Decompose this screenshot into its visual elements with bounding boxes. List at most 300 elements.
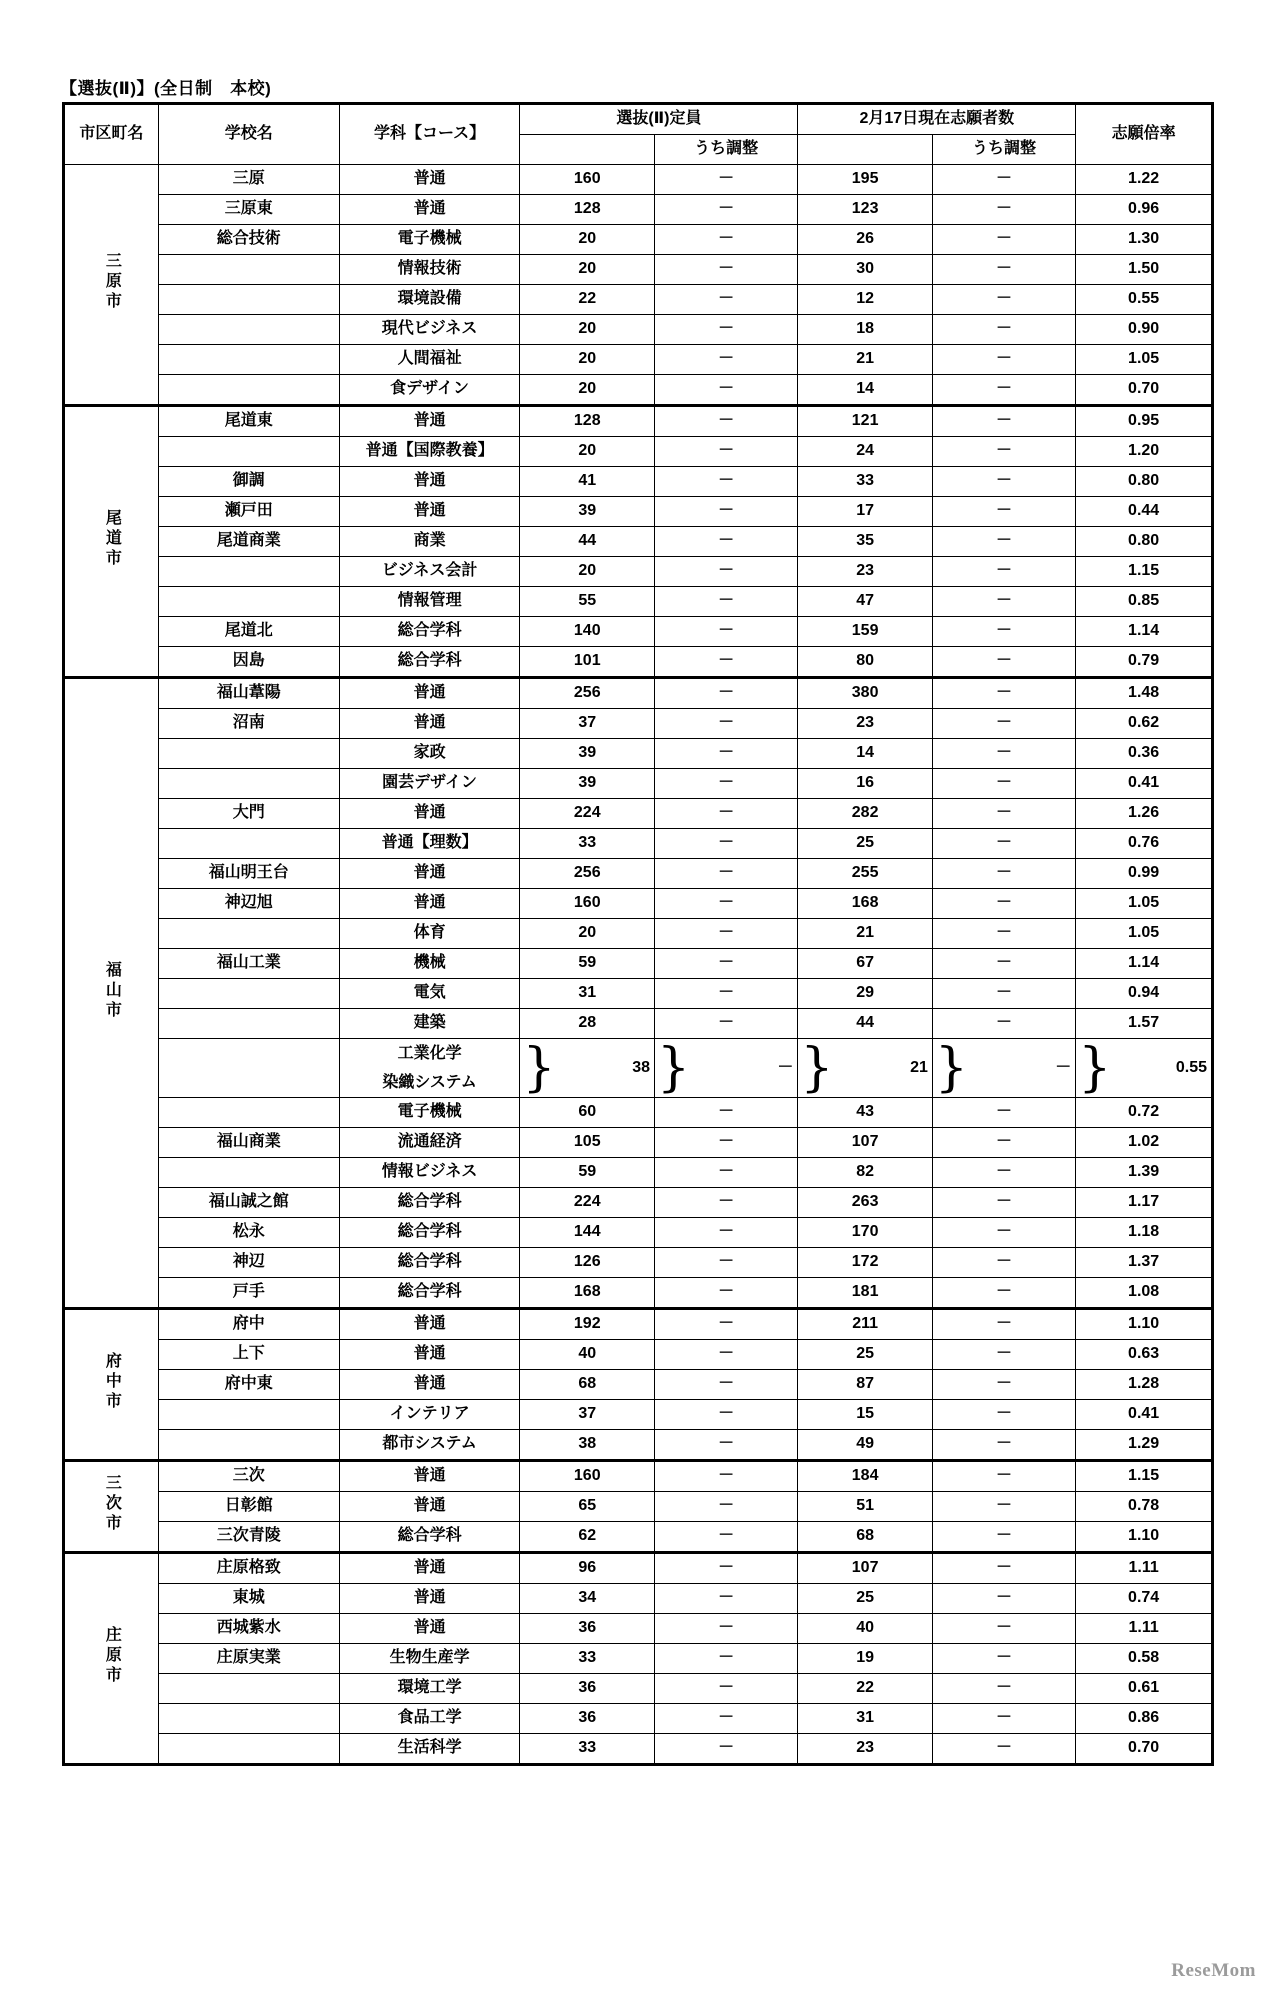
- course-cell: 食デザイン: [339, 375, 520, 406]
- city-label: 三原市: [103, 252, 121, 313]
- applicants-adjust-cell: －: [932, 859, 1075, 889]
- capacity-cell: 55: [520, 587, 655, 617]
- school-name-cell: 尾道商業: [158, 527, 339, 557]
- applicants-cell: 380: [798, 678, 933, 709]
- applicants-cell: 14: [798, 739, 933, 769]
- applicants-cell: 263: [798, 1188, 933, 1218]
- capacity-cell: 41: [520, 467, 655, 497]
- table-row: [64, 769, 1213, 799]
- capacity-adjust-cell: －: [655, 497, 798, 527]
- applicants-cell: 16: [798, 769, 933, 799]
- applicants-adjust-cell: －: [932, 889, 1075, 919]
- applicants-cell: 168: [798, 889, 933, 919]
- capacity-adjust-cell: －: [655, 859, 798, 889]
- capacity-cell: 59: [520, 949, 655, 979]
- school-name-cell: 東城: [158, 1584, 339, 1614]
- ratio-cell: 1.05: [1076, 889, 1213, 919]
- capacity-cell: 65: [520, 1492, 655, 1522]
- course-cell: 総合学科: [339, 647, 520, 678]
- applicants-cell: 30: [798, 255, 933, 285]
- table-row: [64, 1553, 1213, 1584]
- applicants-cell: 47: [798, 587, 933, 617]
- course-cell: 普通: [339, 467, 520, 497]
- applicants-cell: 15: [798, 1400, 933, 1430]
- capacity-adjust-cell: －: [655, 225, 798, 255]
- applicants-adjust-cell: －: [932, 375, 1075, 406]
- ratio-cell: 0.62: [1076, 709, 1213, 739]
- course-cell: 園芸デザイン: [339, 769, 520, 799]
- capacity-adjust-cell: －: [655, 255, 798, 285]
- capacity-cell: 31: [520, 979, 655, 1009]
- applicants-cell: 282: [798, 799, 933, 829]
- table-row: [64, 255, 1213, 285]
- applicants-adjust-cell: } －: [932, 1039, 1075, 1098]
- course-cell: 普通: [339, 1614, 520, 1644]
- table-row: [64, 1248, 1213, 1278]
- ratio-cell: 1.20: [1076, 437, 1213, 467]
- capacity-adjust-cell: －: [655, 1278, 798, 1309]
- school-name-cell: 三次: [158, 1461, 339, 1492]
- capacity-cell: 34: [520, 1584, 655, 1614]
- course-cell: 体育: [339, 919, 520, 949]
- table-row: [64, 1098, 1213, 1128]
- school-name-cell: 西城紫水: [158, 1614, 339, 1644]
- applicants-cell: 184: [798, 1461, 933, 1492]
- capacity-adjust-cell: －: [655, 979, 798, 1009]
- ratio-cell: 1.15: [1076, 557, 1213, 587]
- capacity-cell: 36: [520, 1674, 655, 1704]
- school-name-cell: [158, 315, 339, 345]
- capacity-cell: 59: [520, 1158, 655, 1188]
- applicants-adjust-cell: －: [932, 587, 1075, 617]
- table-row: [64, 889, 1213, 919]
- capacity-adjust-cell: －: [655, 647, 798, 678]
- capacity-adjust-cell: －: [655, 1188, 798, 1218]
- ratio-cell: 0.63: [1076, 1340, 1213, 1370]
- applicants-adjust-cell: －: [932, 799, 1075, 829]
- table-row: [64, 345, 1213, 375]
- capacity-adjust-cell: －: [655, 1734, 798, 1765]
- ratio-cell: 1.39: [1076, 1158, 1213, 1188]
- capacity-adjust-cell: －: [655, 1340, 798, 1370]
- course-cell: 普通: [339, 1340, 520, 1370]
- brace-icon: }: [1078, 1038, 1112, 1098]
- table-row: [64, 165, 1213, 195]
- capacity-adjust-cell: －: [655, 1614, 798, 1644]
- capacity-adjust-cell: －: [655, 1461, 798, 1492]
- school-name-cell: 福山明王台: [158, 859, 339, 889]
- applicants-cell: 22: [798, 1674, 933, 1704]
- city-cell: [64, 406, 159, 678]
- school-name-cell: [158, 1674, 339, 1704]
- capacity-cell: 39: [520, 769, 655, 799]
- ratio-cell: 1.17: [1076, 1188, 1213, 1218]
- course-cell: 現代ビジネス: [339, 315, 520, 345]
- city-cell: [64, 1309, 159, 1461]
- course-cell: 普通: [339, 406, 520, 437]
- school-name-cell: [158, 1704, 339, 1734]
- city-label: 府中市: [103, 1352, 121, 1413]
- course-cell: 普通: [339, 195, 520, 225]
- city-label: 尾道市: [103, 509, 121, 570]
- capacity-cell: 60: [520, 1098, 655, 1128]
- capacity-cell: 36: [520, 1704, 655, 1734]
- table-row: [64, 799, 1213, 829]
- table-row: [64, 557, 1213, 587]
- applicants-cell: 181: [798, 1278, 933, 1309]
- course-cell: 機械: [339, 949, 520, 979]
- capacity-cell: 62: [520, 1522, 655, 1553]
- capacity-cell: 160: [520, 1461, 655, 1492]
- course-cell: 普通: [339, 1492, 520, 1522]
- ratio-cell: 1.02: [1076, 1128, 1213, 1158]
- school-name-cell: 松永: [158, 1218, 339, 1248]
- applicants-cell: 49: [798, 1430, 933, 1461]
- course-cell: 流通経済: [339, 1128, 520, 1158]
- applicants-cell: 26: [798, 225, 933, 255]
- table-row: [64, 1522, 1213, 1553]
- applicants-adjust-cell: －: [932, 285, 1075, 315]
- course-cell: 普通: [339, 165, 520, 195]
- course-cell: 普通: [339, 1309, 520, 1340]
- applicants-adjust-cell: －: [932, 1553, 1075, 1584]
- capacity-cell: 160: [520, 165, 655, 195]
- applicants-adjust-cell: －: [932, 1584, 1075, 1614]
- course-cell: インテリア: [339, 1400, 520, 1430]
- table-row: [64, 467, 1213, 497]
- applicants-adjust-cell: －: [932, 1128, 1075, 1158]
- capacity-adjust-cell: －: [655, 165, 798, 195]
- school-name-cell: 尾道東: [158, 406, 339, 437]
- applicants-adjust-cell: －: [932, 1492, 1075, 1522]
- ratio-cell: 1.26: [1076, 799, 1213, 829]
- applicants-cell: 21: [798, 919, 933, 949]
- capacity-adjust-cell: －: [655, 406, 798, 437]
- ratio-cell: 1.22: [1076, 165, 1213, 195]
- capacity-cell: 20: [520, 437, 655, 467]
- capacity-adjust-cell: －: [655, 587, 798, 617]
- ratio-cell: 0.80: [1076, 527, 1213, 557]
- applicants-cell: 172: [798, 1248, 933, 1278]
- table-row: [64, 1158, 1213, 1188]
- applicants-cell: 35: [798, 527, 933, 557]
- course-cell: 普通: [339, 859, 520, 889]
- applicants-cell: 170: [798, 1218, 933, 1248]
- course-cell: 普通: [339, 497, 520, 527]
- capacity-cell: 96: [520, 1553, 655, 1584]
- table-row: [64, 1430, 1213, 1461]
- table-row: [64, 1370, 1213, 1400]
- ratio-cell: 1.48: [1076, 678, 1213, 709]
- applicants-cell: } 21: [798, 1039, 933, 1098]
- ratio-cell: 1.30: [1076, 225, 1213, 255]
- course-cell: 普通: [339, 1553, 520, 1584]
- school-name-cell: 因島: [158, 647, 339, 678]
- course-cell: 電子機械: [339, 1098, 520, 1128]
- applicants-cell: 19: [798, 1644, 933, 1674]
- school-name-cell: 戸手: [158, 1278, 339, 1309]
- ratio-cell: 0.86: [1076, 1704, 1213, 1734]
- school-name-cell: 福山商業: [158, 1128, 339, 1158]
- applicants-adjust-cell: －: [932, 678, 1075, 709]
- applicants-adjust-cell: －: [932, 829, 1075, 859]
- ratio-cell: 0.70: [1076, 1734, 1213, 1765]
- watermark: ReseMom: [1171, 1960, 1256, 1981]
- capacity-cell: 38: [520, 1430, 655, 1461]
- capacity-adjust-cell: －: [655, 1309, 798, 1340]
- school-name-cell: [158, 769, 339, 799]
- capacity-adjust-cell: －: [655, 709, 798, 739]
- applicants-adjust-cell: －: [932, 345, 1075, 375]
- school-name-cell: 三次青陵: [158, 1522, 339, 1553]
- city-cell: [64, 165, 159, 406]
- school-name-cell: 福山葦陽: [158, 678, 339, 709]
- capacity-cell: 20: [520, 919, 655, 949]
- capacity-cell: 20: [520, 225, 655, 255]
- applicants-adjust-cell: －: [932, 557, 1075, 587]
- school-name-cell: [158, 1098, 339, 1128]
- capacity-cell: 192: [520, 1309, 655, 1340]
- capacity-adjust-cell: －: [655, 1430, 798, 1461]
- capacity-cell: 39: [520, 497, 655, 527]
- ratio-cell: 1.57: [1076, 1009, 1213, 1039]
- applicants-adjust-cell: －: [932, 1430, 1075, 1461]
- capacity-adjust-cell: －: [655, 949, 798, 979]
- capacity-cell: 140: [520, 617, 655, 647]
- table-row: [64, 406, 1213, 437]
- table-row: [64, 1128, 1213, 1158]
- applicants-cell: 107: [798, 1553, 933, 1584]
- applicants-adjust-cell: －: [932, 527, 1075, 557]
- applicants-cell: 159: [798, 617, 933, 647]
- applicants-adjust-cell: －: [932, 769, 1075, 799]
- school-name-cell: [158, 587, 339, 617]
- table-row: [64, 1278, 1213, 1309]
- table-row: [64, 497, 1213, 527]
- course-cell: 電子機械: [339, 225, 520, 255]
- course-cell: 普通: [339, 678, 520, 709]
- school-name-cell: [158, 285, 339, 315]
- course-cell: 建築: [339, 1009, 520, 1039]
- capacity-cell: 128: [520, 195, 655, 225]
- applicants-adjust-cell: －: [932, 709, 1075, 739]
- header-school: 学校名: [158, 104, 339, 165]
- applicants-cell: 51: [798, 1492, 933, 1522]
- table-row: [64, 1461, 1213, 1492]
- ratio-cell: 1.05: [1076, 345, 1213, 375]
- school-name-cell: 神辺旭: [158, 889, 339, 919]
- capacity-adjust-cell: －: [655, 617, 798, 647]
- course-cell: 普通: [339, 889, 520, 919]
- ratio-cell: 1.50: [1076, 255, 1213, 285]
- course-cell: 人間福祉: [339, 345, 520, 375]
- table-row: [64, 617, 1213, 647]
- ratio-cell: 0.80: [1076, 467, 1213, 497]
- course-cell: 普通【国際教養】: [339, 437, 520, 467]
- capacity-adjust-cell: －: [655, 889, 798, 919]
- course-cell: 総合学科: [339, 617, 520, 647]
- applicants-cell: 24: [798, 437, 933, 467]
- course-names: [340, 1039, 520, 1097]
- capacity-adjust-cell: －: [655, 345, 798, 375]
- city-cell: [64, 1553, 159, 1765]
- capacity-adjust-cell: －: [655, 1400, 798, 1430]
- applicants-adjust-cell: －: [932, 225, 1075, 255]
- school-name-cell: 沼南: [158, 709, 339, 739]
- ratio-cell: 1.37: [1076, 1248, 1213, 1278]
- school-name-cell: [158, 1430, 339, 1461]
- school-name-cell: 庄原実業: [158, 1644, 339, 1674]
- school-name-cell: 三原: [158, 165, 339, 195]
- school-name-cell: [158, 1400, 339, 1430]
- school-name-cell: 福山工業: [158, 949, 339, 979]
- header-applicants-group: 2月17日現在志願者数: [798, 104, 1076, 135]
- city-cell: [64, 678, 159, 1309]
- school-name-cell: [158, 829, 339, 859]
- capacity-adjust-cell: －: [655, 1492, 798, 1522]
- capacity-cell: 40: [520, 1340, 655, 1370]
- capacity-adjust-cell: －: [655, 1158, 798, 1188]
- capacity-adjust-cell: －: [655, 1644, 798, 1674]
- ratio-cell: } 0.55: [1076, 1039, 1213, 1098]
- course-cell: 商業: [339, 527, 520, 557]
- header-capacity-spacer: [520, 135, 655, 165]
- capacity-adjust-cell: －: [655, 315, 798, 345]
- ratio-cell: 0.55: [1076, 285, 1213, 315]
- capacity-cell: 224: [520, 1188, 655, 1218]
- ratio-cell: 1.14: [1076, 949, 1213, 979]
- table-row: [64, 1039, 1213, 1098]
- capacity-cell: 22: [520, 285, 655, 315]
- capacity-cell: 68: [520, 1370, 655, 1400]
- applicants-adjust-cell: －: [932, 1340, 1075, 1370]
- school-name-cell: 三原東: [158, 195, 339, 225]
- course-cell: 環境設備: [339, 285, 520, 315]
- applicants-cell: 23: [798, 1734, 933, 1765]
- capacity-adjust-cell: －: [655, 1674, 798, 1704]
- ratio-cell: 0.96: [1076, 195, 1213, 225]
- ratio-cell: 1.18: [1076, 1218, 1213, 1248]
- applicants-cell: 25: [798, 829, 933, 859]
- capacity-adjust-cell: －: [655, 1248, 798, 1278]
- table-row: [64, 829, 1213, 859]
- capacity-cell: 20: [520, 315, 655, 345]
- ratio-cell: 0.99: [1076, 859, 1213, 889]
- applicants-cell: 43: [798, 1098, 933, 1128]
- applicants-adjust-cell: －: [932, 949, 1075, 979]
- table-row: [64, 1009, 1213, 1039]
- table-row: [64, 1400, 1213, 1430]
- applicants-adjust-cell: －: [932, 497, 1075, 527]
- applicants-cell: 31: [798, 1704, 933, 1734]
- capacity-adjust-cell: －: [655, 195, 798, 225]
- school-name-cell: [158, 739, 339, 769]
- applicants-cell: 33: [798, 467, 933, 497]
- table-row: [64, 375, 1213, 406]
- applicants-cell: 123: [798, 195, 933, 225]
- table-row: [64, 709, 1213, 739]
- ratio-cell: 1.15: [1076, 1461, 1213, 1492]
- applicants-adjust-cell: －: [932, 1704, 1075, 1734]
- capacity-cell: 144: [520, 1218, 655, 1248]
- header-applicants-spacer: [798, 135, 933, 165]
- capacity-cell: 126: [520, 1248, 655, 1278]
- capacity-adjust-cell: －: [655, 557, 798, 587]
- admissions-table: [62, 102, 1214, 1766]
- capacity-cell: 33: [520, 1644, 655, 1674]
- brace-icon: }: [934, 1038, 968, 1098]
- capacity-cell: 44: [520, 527, 655, 557]
- course-cell: ビジネス会計: [339, 557, 520, 587]
- applicants-cell: 23: [798, 709, 933, 739]
- ratio-cell: 1.10: [1076, 1309, 1213, 1340]
- ratio-cell: 0.70: [1076, 375, 1213, 406]
- applicants-cell: 12: [798, 285, 933, 315]
- brace-icon: }: [657, 1038, 691, 1098]
- ratio-cell: 1.11: [1076, 1553, 1213, 1584]
- applicants-cell: 44: [798, 1009, 933, 1039]
- capacity-cell: 20: [520, 255, 655, 285]
- table-row: [64, 979, 1213, 1009]
- ratio-cell: 0.41: [1076, 1400, 1213, 1430]
- school-name-cell: 府中東: [158, 1370, 339, 1400]
- applicants-adjust-cell: －: [932, 1461, 1075, 1492]
- table-row: [64, 285, 1213, 315]
- capacity-adjust-cell: －: [655, 1009, 798, 1039]
- school-name-cell: 瀬戸田: [158, 497, 339, 527]
- school-name-cell: 福山誠之館: [158, 1188, 339, 1218]
- table-row: [64, 1309, 1213, 1340]
- course-cell: 普通: [339, 799, 520, 829]
- course-cell-braced: [339, 1039, 520, 1098]
- city-label: 庄原市: [103, 1626, 121, 1687]
- school-name-cell: 日彰館: [158, 1492, 339, 1522]
- brace-icon: }: [800, 1038, 834, 1098]
- course-cell: 情報管理: [339, 587, 520, 617]
- brace-icon: }: [522, 1038, 556, 1098]
- course-cell: 総合学科: [339, 1248, 520, 1278]
- capacity-adjust-cell: －: [655, 527, 798, 557]
- ratio-cell: 0.74: [1076, 1584, 1213, 1614]
- applicants-adjust-cell: －: [932, 1248, 1075, 1278]
- table-row: [64, 437, 1213, 467]
- applicants-cell: 80: [798, 647, 933, 678]
- applicants-cell: 195: [798, 165, 933, 195]
- capacity-adjust-cell: －: [655, 285, 798, 315]
- table-row: [64, 859, 1213, 889]
- course-name-a: 工業化学: [397, 1045, 462, 1062]
- applicants-adjust-cell: －: [932, 1400, 1075, 1430]
- applicants-adjust-cell: －: [932, 1009, 1075, 1039]
- applicants-cell: 68: [798, 1522, 933, 1553]
- applicants-adjust-cell: －: [932, 437, 1075, 467]
- course-cell: 普通【理数】: [339, 829, 520, 859]
- course-cell: 普通: [339, 1461, 520, 1492]
- course-cell: 生物生産学: [339, 1644, 520, 1674]
- school-name-cell: [158, 919, 339, 949]
- course-cell: 情報技術: [339, 255, 520, 285]
- table-row: [64, 678, 1213, 709]
- applicants-adjust-cell: －: [932, 647, 1075, 678]
- school-name-cell: [158, 1734, 339, 1765]
- table-row: [64, 1614, 1213, 1644]
- ratio-cell: 1.14: [1076, 617, 1213, 647]
- ratio-cell: 1.11: [1076, 1614, 1213, 1644]
- applicants-adjust-cell: －: [932, 1188, 1075, 1218]
- capacity-cell: 28: [520, 1009, 655, 1039]
- header-capacity-adjust: うち調整: [655, 135, 798, 165]
- applicants-adjust-cell: －: [932, 1734, 1075, 1765]
